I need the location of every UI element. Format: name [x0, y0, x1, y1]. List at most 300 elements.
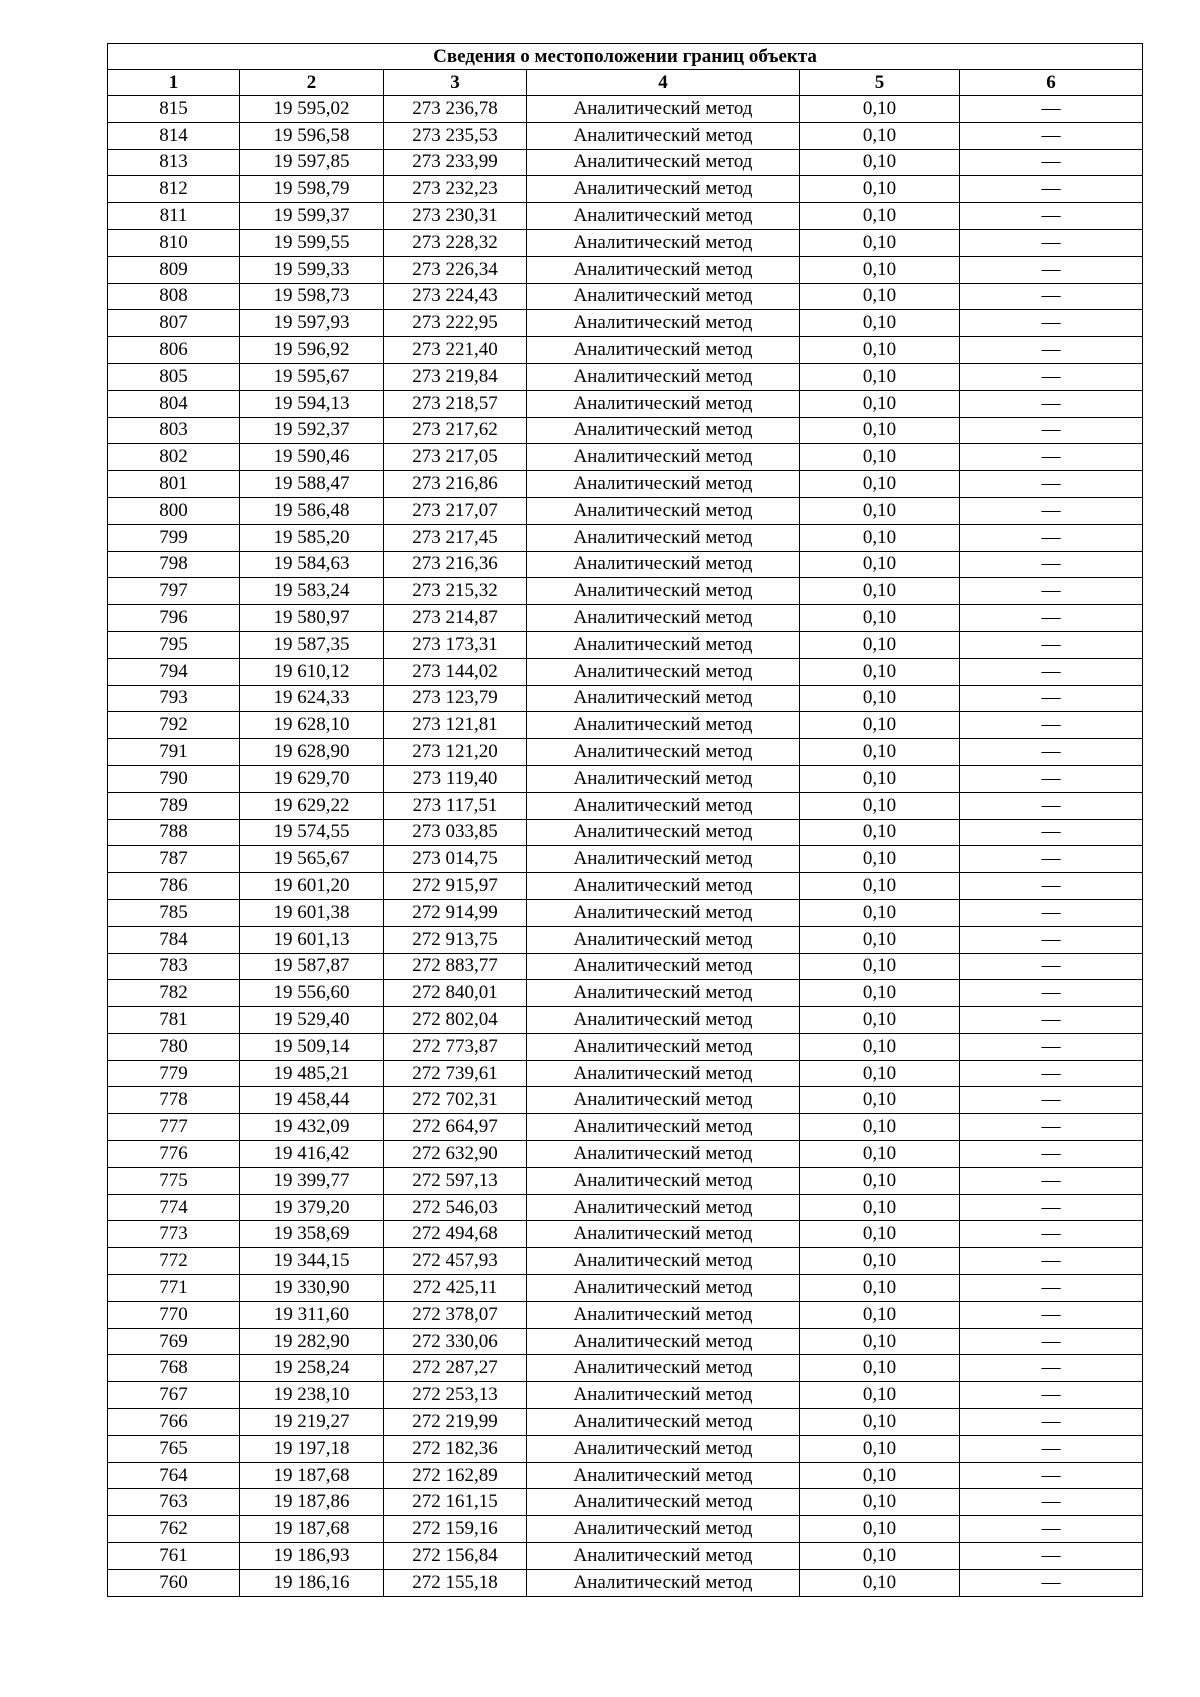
y-coordinate-cell: 273 217,05	[384, 444, 527, 471]
accuracy-cell: 0,10	[800, 256, 960, 283]
method-cell: Аналитический метод	[527, 846, 800, 873]
method-cell: Аналитический метод	[527, 1409, 800, 1436]
table-title: Сведения о местоположении границ объекта	[108, 44, 1143, 70]
y-coordinate-cell: 272 913,75	[384, 926, 527, 953]
column-header-6: 6	[960, 70, 1143, 96]
x-coordinate-cell: 19 186,93	[240, 1543, 384, 1570]
y-coordinate-cell: 273 218,57	[384, 390, 527, 417]
y-coordinate-cell: 272 739,61	[384, 1060, 527, 1087]
point-number-cell: 789	[108, 792, 240, 819]
table-row	[108, 1167, 1143, 1194]
table-row	[108, 1248, 1143, 1275]
description-cell: —	[960, 846, 1143, 873]
y-coordinate-cell: 272 219,99	[384, 1409, 527, 1436]
accuracy-cell: 0,10	[800, 471, 960, 498]
description-cell: —	[960, 551, 1143, 578]
description-cell: —	[960, 176, 1143, 203]
y-coordinate-cell: 273 123,79	[384, 685, 527, 712]
description-cell: —	[960, 1033, 1143, 1060]
method-cell: Аналитический метод	[527, 256, 800, 283]
table-row	[108, 899, 1143, 926]
accuracy-cell: 0,10	[800, 631, 960, 658]
table-row	[108, 1569, 1143, 1596]
description-cell: —	[960, 122, 1143, 149]
accuracy-cell: 0,10	[800, 337, 960, 364]
method-cell: Аналитический метод	[527, 1248, 800, 1275]
method-cell: Аналитический метод	[527, 739, 800, 766]
y-coordinate-cell: 272 156,84	[384, 1543, 527, 1570]
description-cell: —	[960, 1114, 1143, 1141]
x-coordinate-cell: 19 595,67	[240, 363, 384, 390]
point-number-cell: 794	[108, 658, 240, 685]
x-coordinate-cell: 19 624,33	[240, 685, 384, 712]
description-cell: —	[960, 524, 1143, 551]
description-cell: —	[960, 1489, 1143, 1516]
table-row	[108, 1114, 1143, 1141]
table-row	[108, 873, 1143, 900]
method-cell: Аналитический метод	[527, 953, 800, 980]
point-number-cell: 798	[108, 551, 240, 578]
x-coordinate-cell: 19 529,40	[240, 1007, 384, 1034]
accuracy-cell: 0,10	[800, 96, 960, 123]
method-cell: Аналитический метод	[527, 819, 800, 846]
y-coordinate-cell: 272 159,16	[384, 1516, 527, 1543]
table-row	[108, 765, 1143, 792]
x-coordinate-cell: 19 344,15	[240, 1248, 384, 1275]
point-number-cell: 779	[108, 1060, 240, 1087]
point-number-cell: 772	[108, 1248, 240, 1275]
description-cell: —	[960, 229, 1143, 256]
x-coordinate-cell: 19 379,20	[240, 1194, 384, 1221]
accuracy-cell: 0,10	[800, 765, 960, 792]
description-cell: —	[960, 765, 1143, 792]
y-coordinate-cell: 272 253,13	[384, 1382, 527, 1409]
method-cell: Аналитический метод	[527, 712, 800, 739]
point-number-cell: 813	[108, 149, 240, 176]
point-number-cell: 783	[108, 953, 240, 980]
description-cell: —	[960, 337, 1143, 364]
description-cell: —	[960, 1248, 1143, 1275]
description-cell: —	[960, 1194, 1143, 1221]
y-coordinate-cell: 273 216,86	[384, 471, 527, 498]
method-cell: Аналитический метод	[527, 1301, 800, 1328]
description-cell: —	[960, 605, 1143, 632]
x-coordinate-cell: 19 610,12	[240, 658, 384, 685]
table-row	[108, 712, 1143, 739]
x-coordinate-cell: 19 592,37	[240, 417, 384, 444]
y-coordinate-cell: 272 546,03	[384, 1194, 527, 1221]
method-cell: Аналитический метод	[527, 1462, 800, 1489]
description-cell: —	[960, 658, 1143, 685]
accuracy-cell: 0,10	[800, 1516, 960, 1543]
x-coordinate-cell: 19 598,73	[240, 283, 384, 310]
description-cell: —	[960, 417, 1143, 444]
y-coordinate-cell: 272 802,04	[384, 1007, 527, 1034]
accuracy-cell: 0,10	[800, 685, 960, 712]
accuracy-cell: 0,10	[800, 926, 960, 953]
method-cell: Аналитический метод	[527, 631, 800, 658]
method-cell: Аналитический метод	[527, 1382, 800, 1409]
method-cell: Аналитический метод	[527, 765, 800, 792]
accuracy-cell: 0,10	[800, 1462, 960, 1489]
description-cell: —	[960, 96, 1143, 123]
method-cell: Аналитический метод	[527, 176, 800, 203]
column-header-row	[108, 70, 1143, 96]
point-number-cell: 765	[108, 1435, 240, 1462]
table-row	[108, 471, 1143, 498]
accuracy-cell: 0,10	[800, 1489, 960, 1516]
method-cell: Аналитический метод	[527, 873, 800, 900]
method-cell: Аналитический метод	[527, 1060, 800, 1087]
x-coordinate-cell: 19 594,13	[240, 390, 384, 417]
y-coordinate-cell: 273 232,23	[384, 176, 527, 203]
method-cell: Аналитический метод	[527, 417, 800, 444]
x-coordinate-cell: 19 399,77	[240, 1167, 384, 1194]
table-row	[108, 390, 1143, 417]
x-coordinate-cell: 19 629,22	[240, 792, 384, 819]
x-coordinate-cell: 19 197,18	[240, 1435, 384, 1462]
x-coordinate-cell: 19 587,87	[240, 953, 384, 980]
table-row	[108, 1194, 1143, 1221]
accuracy-cell: 0,10	[800, 283, 960, 310]
method-cell: Аналитический метод	[527, 792, 800, 819]
point-number-cell: 766	[108, 1409, 240, 1436]
description-cell: —	[960, 310, 1143, 337]
accuracy-cell: 0,10	[800, 363, 960, 390]
table-row	[108, 685, 1143, 712]
x-coordinate-cell: 19 485,21	[240, 1060, 384, 1087]
table-row	[108, 739, 1143, 766]
description-cell: —	[960, 873, 1143, 900]
table-row	[108, 1489, 1143, 1516]
point-number-cell: 778	[108, 1087, 240, 1114]
point-number-cell: 799	[108, 524, 240, 551]
description-cell: —	[960, 953, 1143, 980]
point-number-cell: 769	[108, 1328, 240, 1355]
x-coordinate-cell: 19 358,69	[240, 1221, 384, 1248]
table-row	[108, 1516, 1143, 1543]
table-row	[108, 444, 1143, 471]
y-coordinate-cell: 272 162,89	[384, 1462, 527, 1489]
y-coordinate-cell: 272 330,06	[384, 1328, 527, 1355]
x-coordinate-cell: 19 219,27	[240, 1409, 384, 1436]
y-coordinate-cell: 273 215,32	[384, 578, 527, 605]
y-coordinate-cell: 273 217,07	[384, 497, 527, 524]
x-coordinate-cell: 19 187,86	[240, 1489, 384, 1516]
method-cell: Аналитический метод	[527, 524, 800, 551]
y-coordinate-cell: 273 228,32	[384, 229, 527, 256]
table-row	[108, 337, 1143, 364]
table-row	[108, 1033, 1143, 1060]
table-row	[108, 176, 1143, 203]
description-cell: —	[960, 685, 1143, 712]
accuracy-cell: 0,10	[800, 1060, 960, 1087]
y-coordinate-cell: 272 457,93	[384, 1248, 527, 1275]
point-number-cell: 787	[108, 846, 240, 873]
x-coordinate-cell: 19 599,37	[240, 203, 384, 230]
y-coordinate-cell: 273 117,51	[384, 792, 527, 819]
accuracy-cell: 0,10	[800, 658, 960, 685]
point-number-cell: 770	[108, 1301, 240, 1328]
x-coordinate-cell: 19 590,46	[240, 444, 384, 471]
table-row	[108, 819, 1143, 846]
accuracy-cell: 0,10	[800, 846, 960, 873]
method-cell: Аналитический метод	[527, 1489, 800, 1516]
method-cell: Аналитический метод	[527, 1275, 800, 1302]
method-cell: Аналитический метод	[527, 551, 800, 578]
table-row	[108, 1462, 1143, 1489]
y-coordinate-cell: 272 664,97	[384, 1114, 527, 1141]
point-number-cell: 810	[108, 229, 240, 256]
point-number-cell: 797	[108, 578, 240, 605]
table-row	[108, 1355, 1143, 1382]
column-header-3: 3	[384, 70, 527, 96]
point-number-cell: 782	[108, 980, 240, 1007]
table-row	[108, 417, 1143, 444]
y-coordinate-cell: 272 287,27	[384, 1355, 527, 1382]
y-coordinate-cell: 273 014,75	[384, 846, 527, 873]
x-coordinate-cell: 19 187,68	[240, 1462, 384, 1489]
table-row	[108, 953, 1143, 980]
description-cell: —	[960, 578, 1143, 605]
y-coordinate-cell: 273 214,87	[384, 605, 527, 632]
description-cell: —	[960, 739, 1143, 766]
accuracy-cell: 0,10	[800, 1275, 960, 1302]
y-coordinate-cell: 272 773,87	[384, 1033, 527, 1060]
y-coordinate-cell: 272 840,01	[384, 980, 527, 1007]
table-row	[108, 1275, 1143, 1302]
point-number-cell: 785	[108, 899, 240, 926]
y-coordinate-cell: 273 233,99	[384, 149, 527, 176]
point-number-cell: 784	[108, 926, 240, 953]
table-row	[108, 1007, 1143, 1034]
accuracy-cell: 0,10	[800, 1543, 960, 1570]
description-cell: —	[960, 631, 1143, 658]
point-number-cell: 790	[108, 765, 240, 792]
method-cell: Аналитический метод	[527, 497, 800, 524]
x-coordinate-cell: 19 601,20	[240, 873, 384, 900]
x-coordinate-cell: 19 432,09	[240, 1114, 384, 1141]
accuracy-cell: 0,10	[800, 390, 960, 417]
method-cell: Аналитический метод	[527, 122, 800, 149]
description-cell: —	[960, 390, 1143, 417]
description-cell: —	[960, 1516, 1143, 1543]
y-coordinate-cell: 273 119,40	[384, 765, 527, 792]
y-coordinate-cell: 273 144,02	[384, 658, 527, 685]
description-cell: —	[960, 149, 1143, 176]
accuracy-cell: 0,10	[800, 1007, 960, 1034]
method-cell: Аналитический метод	[527, 390, 800, 417]
x-coordinate-cell: 19 597,93	[240, 310, 384, 337]
description-cell: —	[960, 283, 1143, 310]
method-cell: Аналитический метод	[527, 926, 800, 953]
y-coordinate-cell: 272 597,13	[384, 1167, 527, 1194]
accuracy-cell: 0,10	[800, 551, 960, 578]
y-coordinate-cell: 273 219,84	[384, 363, 527, 390]
accuracy-cell: 0,10	[800, 899, 960, 926]
x-coordinate-cell: 19 258,24	[240, 1355, 384, 1382]
y-coordinate-cell: 272 182,36	[384, 1435, 527, 1462]
point-number-cell: 764	[108, 1462, 240, 1489]
accuracy-cell: 0,10	[800, 444, 960, 471]
x-coordinate-cell: 19 601,38	[240, 899, 384, 926]
x-coordinate-cell: 19 580,97	[240, 605, 384, 632]
description-cell: —	[960, 792, 1143, 819]
accuracy-cell: 0,10	[800, 1435, 960, 1462]
description-cell: —	[960, 1060, 1143, 1087]
column-header-1: 1	[108, 70, 240, 96]
point-number-cell: 776	[108, 1141, 240, 1168]
method-cell: Аналитический метод	[527, 310, 800, 337]
y-coordinate-cell: 273 121,81	[384, 712, 527, 739]
point-number-cell: 788	[108, 819, 240, 846]
point-number-cell: 796	[108, 605, 240, 632]
point-number-cell: 773	[108, 1221, 240, 1248]
table-row	[108, 792, 1143, 819]
y-coordinate-cell: 272 425,11	[384, 1275, 527, 1302]
y-coordinate-cell: 272 155,18	[384, 1569, 527, 1596]
point-number-cell: 801	[108, 471, 240, 498]
accuracy-cell: 0,10	[800, 1033, 960, 1060]
y-coordinate-cell: 273 235,53	[384, 122, 527, 149]
x-coordinate-cell: 19 187,68	[240, 1516, 384, 1543]
accuracy-cell: 0,10	[800, 1328, 960, 1355]
point-number-cell: 786	[108, 873, 240, 900]
accuracy-cell: 0,10	[800, 1382, 960, 1409]
accuracy-cell: 0,10	[800, 203, 960, 230]
point-number-cell: 793	[108, 685, 240, 712]
point-number-cell: 804	[108, 390, 240, 417]
point-number-cell: 775	[108, 1167, 240, 1194]
x-coordinate-cell: 19 186,16	[240, 1569, 384, 1596]
description-cell: —	[960, 1087, 1143, 1114]
description-cell: —	[960, 1543, 1143, 1570]
accuracy-cell: 0,10	[800, 1301, 960, 1328]
accuracy-cell: 0,10	[800, 873, 960, 900]
method-cell: Аналитический метод	[527, 1569, 800, 1596]
y-coordinate-cell: 273 217,62	[384, 417, 527, 444]
x-coordinate-cell: 19 597,85	[240, 149, 384, 176]
x-coordinate-cell: 19 586,48	[240, 497, 384, 524]
description-cell: —	[960, 1382, 1143, 1409]
method-cell: Аналитический метод	[527, 1087, 800, 1114]
description-cell: —	[960, 1409, 1143, 1436]
table-row	[108, 1060, 1143, 1087]
y-coordinate-cell: 272 494,68	[384, 1221, 527, 1248]
description-cell: —	[960, 203, 1143, 230]
method-cell: Аналитический метод	[527, 337, 800, 364]
point-number-cell: 808	[108, 283, 240, 310]
description-cell: —	[960, 363, 1143, 390]
x-coordinate-cell: 19 588,47	[240, 471, 384, 498]
method-cell: Аналитический метод	[527, 1355, 800, 1382]
description-cell: —	[960, 256, 1143, 283]
table-row	[108, 1301, 1143, 1328]
y-coordinate-cell: 272 915,97	[384, 873, 527, 900]
point-number-cell: 812	[108, 176, 240, 203]
accuracy-cell: 0,10	[800, 792, 960, 819]
point-number-cell: 805	[108, 363, 240, 390]
y-coordinate-cell: 273 230,31	[384, 203, 527, 230]
method-cell: Аналитический метод	[527, 229, 800, 256]
accuracy-cell: 0,10	[800, 1409, 960, 1436]
accuracy-cell: 0,10	[800, 1087, 960, 1114]
accuracy-cell: 0,10	[800, 980, 960, 1007]
accuracy-cell: 0,10	[800, 122, 960, 149]
description-cell: —	[960, 1275, 1143, 1302]
y-coordinate-cell: 273 224,43	[384, 283, 527, 310]
table-row	[108, 1221, 1143, 1248]
description-cell: —	[960, 1435, 1143, 1462]
column-header-5: 5	[800, 70, 960, 96]
point-number-cell: 814	[108, 122, 240, 149]
table-row	[108, 1141, 1143, 1168]
table-row	[108, 497, 1143, 524]
x-coordinate-cell: 19 509,14	[240, 1033, 384, 1060]
method-cell: Аналитический метод	[527, 899, 800, 926]
description-cell: —	[960, 819, 1143, 846]
table-row	[108, 203, 1143, 230]
x-coordinate-cell: 19 416,42	[240, 1141, 384, 1168]
method-cell: Аналитический метод	[527, 96, 800, 123]
table-row	[108, 524, 1143, 551]
table-row	[108, 122, 1143, 149]
table-row	[108, 363, 1143, 390]
method-cell: Аналитический метод	[527, 1221, 800, 1248]
method-cell: Аналитический метод	[527, 471, 800, 498]
table-row	[108, 1435, 1143, 1462]
y-coordinate-cell: 272 161,15	[384, 1489, 527, 1516]
y-coordinate-cell: 273 236,78	[384, 96, 527, 123]
description-cell: —	[960, 1167, 1143, 1194]
point-number-cell: 768	[108, 1355, 240, 1382]
table-row	[108, 96, 1143, 123]
description-cell: —	[960, 1007, 1143, 1034]
x-coordinate-cell: 19 282,90	[240, 1328, 384, 1355]
accuracy-cell: 0,10	[800, 524, 960, 551]
point-number-cell: 792	[108, 712, 240, 739]
table-row	[108, 631, 1143, 658]
table-row	[108, 578, 1143, 605]
point-number-cell: 811	[108, 203, 240, 230]
table-row	[108, 605, 1143, 632]
x-coordinate-cell: 19 574,55	[240, 819, 384, 846]
accuracy-cell: 0,10	[800, 578, 960, 605]
point-number-cell: 760	[108, 1569, 240, 1596]
x-coordinate-cell: 19 458,44	[240, 1087, 384, 1114]
table-row	[108, 1543, 1143, 1570]
x-coordinate-cell: 19 311,60	[240, 1301, 384, 1328]
table-row	[108, 926, 1143, 953]
description-cell: —	[960, 980, 1143, 1007]
description-cell: —	[960, 1141, 1143, 1168]
x-coordinate-cell: 19 628,90	[240, 739, 384, 766]
point-number-cell: 774	[108, 1194, 240, 1221]
accuracy-cell: 0,10	[800, 1167, 960, 1194]
point-number-cell: 795	[108, 631, 240, 658]
accuracy-cell: 0,10	[800, 497, 960, 524]
method-cell: Аналитический метод	[527, 363, 800, 390]
method-cell: Аналитический метод	[527, 980, 800, 1007]
accuracy-cell: 0,10	[800, 176, 960, 203]
x-coordinate-cell: 19 585,20	[240, 524, 384, 551]
y-coordinate-cell: 272 914,99	[384, 899, 527, 926]
method-cell: Аналитический метод	[527, 1141, 800, 1168]
method-cell: Аналитический метод	[527, 1033, 800, 1060]
x-coordinate-cell: 19 599,55	[240, 229, 384, 256]
description-cell: —	[960, 926, 1143, 953]
table-row	[108, 1087, 1143, 1114]
